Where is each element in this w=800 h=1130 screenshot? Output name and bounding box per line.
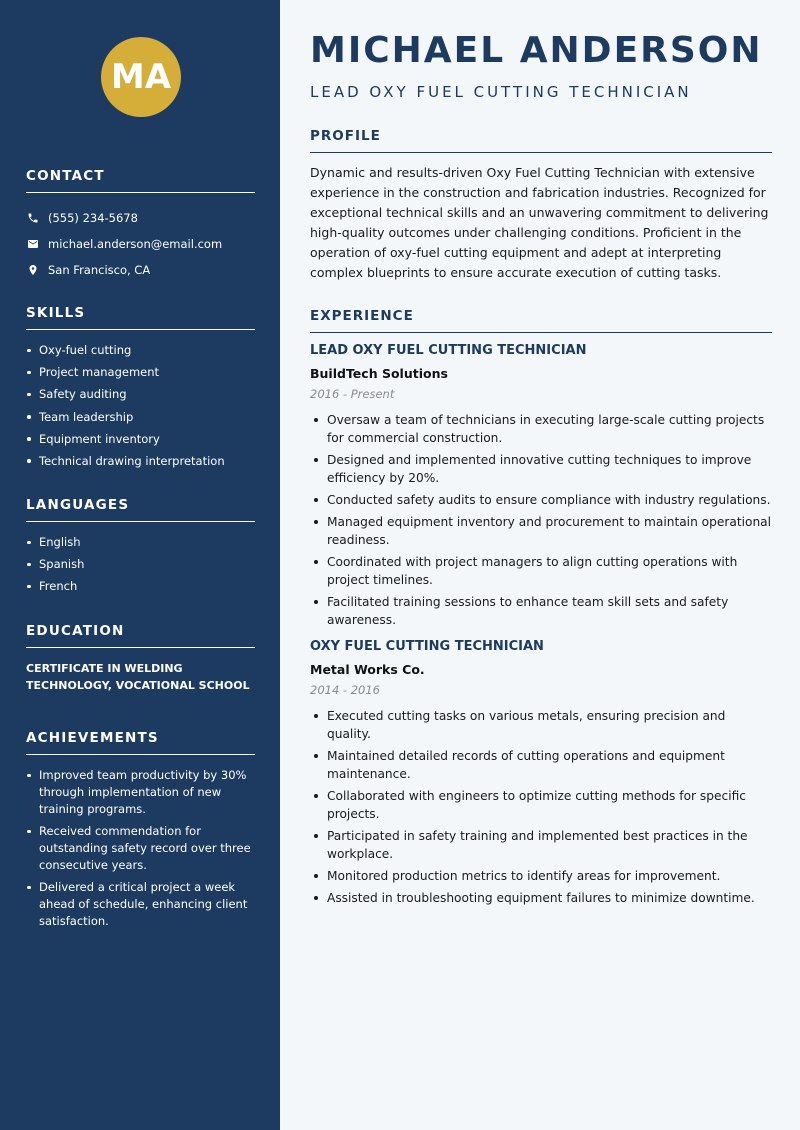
skill-item: Technical drawing interpretation bbox=[26, 453, 255, 469]
contact-phone bbox=[26, 205, 255, 231]
job-bullet: Participated in safety training and implemented best practices in the workplace. bbox=[310, 827, 772, 863]
language-item: Spanish bbox=[26, 556, 255, 572]
education-degree-line2: TECHNOLOGY, VOCATIONAL SCHOOL bbox=[26, 679, 250, 692]
job-entry bbox=[310, 639, 772, 907]
job-title: LEAD OXY FUEL CUTTING TECHNICIAN bbox=[310, 343, 587, 358]
skills-heading: SKILLS bbox=[26, 305, 255, 330]
skill-item: Equipment inventory bbox=[26, 431, 255, 447]
job-bullets bbox=[310, 707, 772, 907]
education-degree-line1: CERTIFICATE IN WELDING bbox=[26, 662, 183, 675]
experience-heading: EXPERIENCE bbox=[310, 308, 772, 333]
education-heading: EDUCATION bbox=[26, 623, 255, 648]
job-company: Metal Works Co. bbox=[310, 662, 425, 677]
job-dates: 2014 - 2016 bbox=[310, 683, 380, 697]
sidebar bbox=[0, 0, 280, 1130]
profile-section bbox=[310, 128, 772, 283]
education-section bbox=[26, 623, 255, 694]
candidate-title: LEAD OXY FUEL CUTTING TECHNICIAN bbox=[310, 83, 692, 101]
skills-section bbox=[26, 305, 255, 475]
experience-section bbox=[310, 308, 772, 917]
job-company: BuildTech Solutions bbox=[310, 366, 448, 381]
achievements-section bbox=[26, 730, 255, 935]
languages-list bbox=[26, 534, 255, 594]
languages-heading: LANGUAGES bbox=[26, 497, 255, 522]
languages-section bbox=[26, 497, 255, 601]
language-item: French bbox=[26, 578, 255, 594]
job-bullet: Monitored production metrics to identify areas for improvement. bbox=[310, 867, 772, 885]
job-bullet: Designed and implemented innovative cutting techniques to improve efficiency by 20%. bbox=[310, 451, 772, 487]
phone-icon bbox=[26, 211, 40, 225]
language-item: English bbox=[26, 534, 255, 550]
job-bullets bbox=[310, 411, 772, 629]
job-entry bbox=[310, 343, 772, 629]
profile-text: Dynamic and results-driven Oxy Fuel Cutting Technician with extensive experience in the construction and fabrication industries. Recognized for exceptional technical skills and an unwavering commitment to delivering high-quality outcomes under challenging conditions. Proficient in the operation of oxy-fuel cutting equipment and adept at interpreting complex blueprints to ensure accurate execution of cutting tasks. bbox=[310, 165, 769, 280]
achievement-item: Received commendation for outstanding safety record over three consecutive years. bbox=[26, 823, 255, 874]
candidate-name: MICHAEL ANDERSON bbox=[310, 30, 763, 71]
job-bullet: Collaborated with engineers to optimize cutting methods for specific projects. bbox=[310, 787, 772, 823]
skill-item: Team leadership bbox=[26, 409, 255, 425]
job-bullet: Oversaw a team of technicians in executing large-scale cutting projects for commercial construction. bbox=[310, 411, 772, 447]
job-bullet: Assisted in troubleshooting equipment failures to minimize downtime. bbox=[310, 889, 772, 907]
email-text[interactable]: michael.anderson@email.com bbox=[48, 237, 223, 251]
achievement-item: Improved team productivity by 30% through implementation of new training programs. bbox=[26, 767, 255, 818]
job-title: OXY FUEL CUTTING TECHNICIAN bbox=[310, 639, 544, 654]
achievements-heading: ACHIEVEMENTS bbox=[26, 730, 255, 755]
job-bullet: Executed cutting tasks on various metals, ensuring precision and quality. bbox=[310, 707, 772, 743]
contact-location bbox=[26, 257, 255, 283]
skill-item: Safety auditing bbox=[26, 386, 255, 402]
job-bullet: Facilitated training sessions to enhance team skill sets and safety awareness. bbox=[310, 593, 772, 629]
job-bullet: Maintained detailed records of cutting operations and equipment maintenance. bbox=[310, 747, 772, 783]
skills-list bbox=[26, 342, 255, 469]
location-pin-icon bbox=[26, 263, 40, 277]
profile-heading: PROFILE bbox=[310, 128, 772, 153]
contact-heading: CONTACT bbox=[26, 168, 255, 193]
job-dates: 2016 - Present bbox=[310, 387, 395, 401]
achievements-list bbox=[26, 767, 255, 930]
job-bullet: Conducted safety audits to ensure compliance with industry regulations. bbox=[310, 491, 772, 509]
phone-text[interactable]: (555) 234-5678 bbox=[48, 211, 138, 225]
contact-section bbox=[26, 168, 255, 283]
job-bullet: Coordinated with project managers to align cutting operations with project timelines. bbox=[310, 553, 772, 589]
achievement-item: Delivered a critical project a week ahead of schedule, enhancing client satisfaction. bbox=[26, 879, 255, 930]
skill-item: Project management bbox=[26, 364, 255, 380]
contact-email bbox=[26, 231, 255, 257]
mail-icon bbox=[26, 237, 40, 251]
skill-item: Oxy-fuel cutting bbox=[26, 342, 255, 358]
location-text: San Francisco, CA bbox=[48, 263, 151, 277]
monogram-avatar: MA bbox=[101, 37, 181, 117]
job-bullet: Managed equipment inventory and procurement to maintain operational readiness. bbox=[310, 513, 772, 549]
